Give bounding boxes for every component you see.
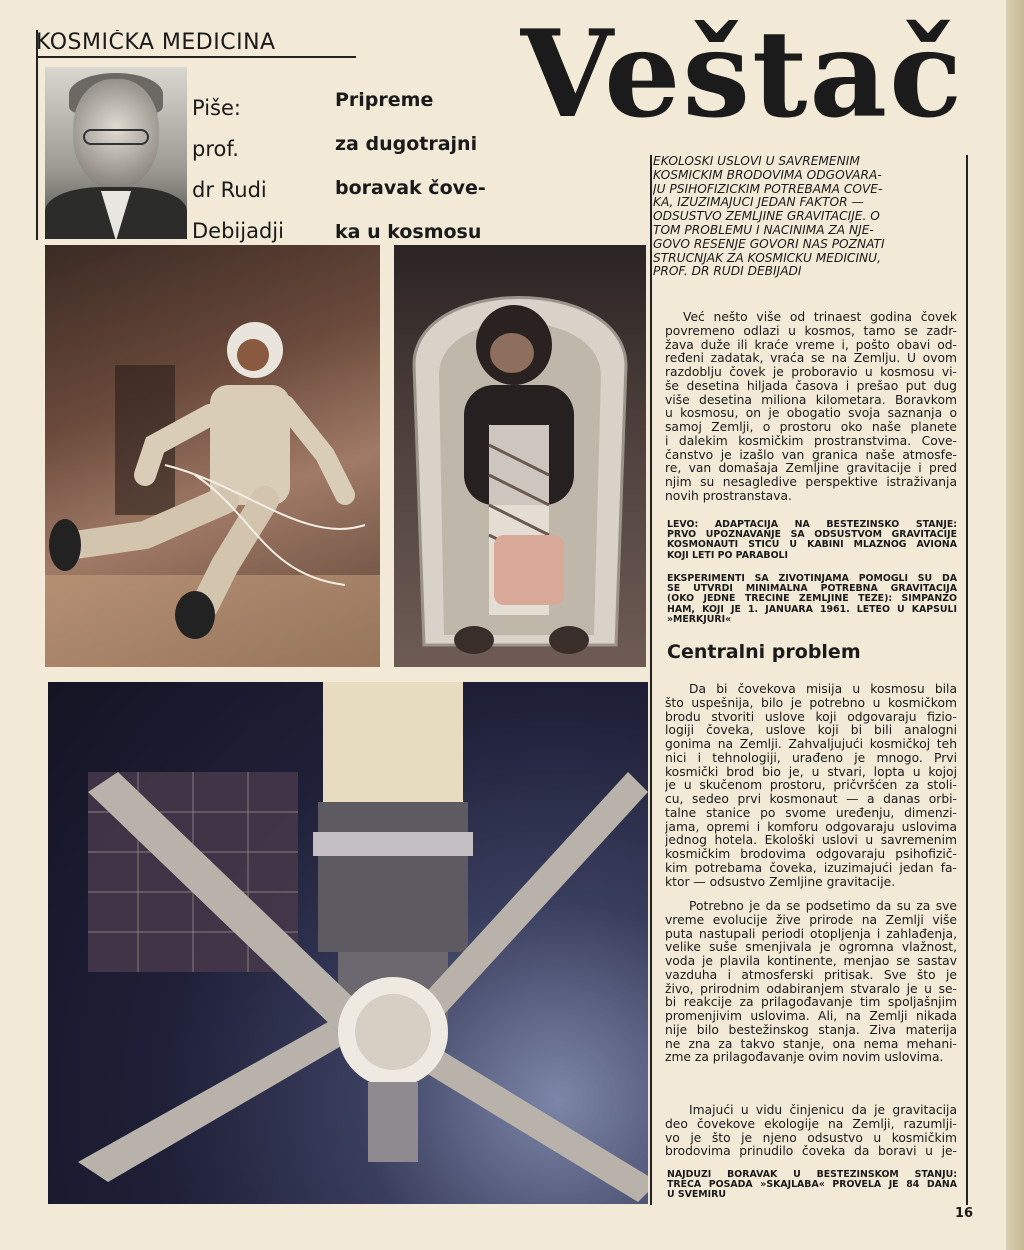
text-line: še desetina hiljada časova i prešao put dug — [665, 379, 957, 393]
text-line: nije bilo bestežinskog stanja. Živa materija — [665, 1023, 957, 1037]
text-line: cu, sedeo prvi kosmonaut — a danas orbi- — [665, 793, 957, 806]
page-spine — [1006, 0, 1024, 1250]
caption-line: TREĆA POSADA »SKAJLABA« PROVELA JE 84 DANA — [667, 1180, 957, 1191]
lead-line: KA, IZUZIMAJUĆI JEDAN FAKTOR — — [653, 196, 864, 210]
caption-line: HAM, KOJI JE 1. JANUARA 1961. LETEO U KAPSULI — [667, 604, 957, 615]
caption-line: PRVO UPOZNAVANJE SA ODSUSTVOM GRAVITACIJE — [667, 530, 957, 541]
section-label: KOSMIČKA MEDICINA — [36, 30, 276, 55]
text-line: bi reakcije za prilagođavanje tim spoljašnjim — [665, 996, 957, 1010]
article-deck — [335, 78, 505, 254]
text-line: voda je plavila kontinente, menjao se sastav — [665, 955, 957, 968]
text-line: velike suše smenjivala je ogromna vlažnost, — [665, 941, 957, 955]
text-line: ktor — odsustvo Zemljine gravitacije. — [665, 875, 896, 889]
text-line: zme za prilagođavanje ovim novim uslovima. — [665, 1051, 944, 1065]
caption-line: KOJI LETI PO PARABOLI — [667, 550, 788, 561]
text-line: vo je što je njeno odsustvo u kosmičkim — [665, 1131, 957, 1145]
body-paragraph-4 — [665, 1104, 957, 1159]
text-line: vreme evolucije žive prirode na Zemlji više — [665, 913, 957, 927]
lead-line: STRUČNJAK ZA KOSMIČKU MEDICINU, — [653, 251, 881, 265]
lead-line: KOSMIČKIM BRODOVIMA ODGOVARA- — [653, 168, 882, 182]
text-line: promenjivim uslovima. Ali, na Zemlji nikada — [665, 1010, 957, 1023]
text-line: razdoblju čovek je proboravio u kosmosu vi- — [665, 366, 957, 379]
text-line: puta nastupali periodi otopljenja i zahlađenja, — [665, 927, 957, 941]
column-rule-right — [966, 155, 968, 1205]
text-line: talne stanice po svome uređenju, dimenzi- — [665, 806, 957, 820]
text-line: brodovima prinudilo čoveka da boravi u je- — [665, 1145, 957, 1159]
text-line: žava duže ili kraće vreme i, pošto obavi od- — [665, 338, 957, 352]
text-line: kosmičkim brodovima odgovaraju psihofizič- — [665, 848, 957, 861]
photo-chimpanzee-capsule — [394, 245, 646, 667]
body-paragraph-1 — [665, 311, 957, 504]
text-line: i dalekim kosmičkim prostranstvima. Čove- — [665, 434, 957, 448]
section-rule-vertical — [36, 30, 38, 240]
article-headline: Veštač — [520, 12, 965, 145]
caption-line: U SVEMIRU — [667, 1190, 726, 1201]
byline-line: Piše: — [192, 96, 241, 120]
text-line: Već nešto više od trinaest godina čovek — [683, 311, 957, 324]
text-line: njim su nesagledive perspektive istraživanja — [665, 476, 957, 489]
text-line: više desetina miliona kilometara. Boravkom — [665, 393, 957, 407]
text-line: re, van domašaja Zemljine gravitacije i pred — [665, 462, 957, 476]
subheading: Centralni problem — [667, 641, 861, 663]
text-line: ređeni zadatak, vraća se na Zemlju. U ovom — [665, 352, 957, 366]
byline-line: dr Rudi — [192, 178, 267, 202]
lead-line: JU PSIHOFIZIČKIM POTREBAMA ČOVE- — [653, 182, 883, 196]
caption-line: SE UTVRDI MINIMALNA POTREBNA GRAVITACIJA — [667, 584, 957, 595]
text-line: kosmički brod bio je, u stvari, lopta u kojoj — [665, 765, 957, 779]
text-line: što uspešnija, bilo je potrebno u kosmičkom — [665, 696, 957, 710]
lead-line: PROF. DR RUDI DEBIJADI — [653, 265, 802, 279]
deck-line: boravak čove- — [335, 177, 486, 199]
caption-skylab — [667, 1170, 957, 1201]
text-line: samoj Zemlji, o prostoru oko naše planete — [665, 421, 957, 434]
body-paragraph-2 — [665, 683, 957, 889]
text-line: brodu stvoriti uslove koji odgovaraju fizio- — [665, 710, 957, 724]
caption-line: NAJDUŽI BORAVAK U BESTEŽINSKOM STANJU: — [667, 1170, 957, 1180]
lead-line: ODSUSTVO ZEMLJINE GRAVITACIJE. O — [653, 210, 880, 224]
text-line: živo, prirodnim odabiranjem stvaralo je u se- — [665, 982, 957, 996]
deck-line: Pripreme — [335, 89, 434, 111]
text-line: vazduha i atmosferski pritisak. Sve što je — [665, 968, 957, 982]
deck-line: za dugotrajni — [335, 133, 478, 155]
text-line: novih prostranstava. — [665, 489, 792, 503]
caption-line: KOSMONAUTI STIČU U KABINI MLAZNOG AVIONA — [667, 540, 957, 551]
text-line: čanstvo je izašlo van granica naše atmosfe- — [665, 448, 957, 462]
text-line: jama, opremi i komforu odgovaraju uslovima — [665, 820, 957, 834]
byline-line: prof. — [192, 137, 239, 161]
photo-skylab-station — [48, 682, 648, 1204]
body-paragraph-3 — [665, 900, 957, 1065]
lead-line: TOM PROBLEMU I NAČINIMA ZA NJE- — [653, 223, 874, 237]
text-line: je u skučenom prostoru, pričvršćen za stoli- — [665, 779, 957, 793]
caption-left-photo — [667, 520, 957, 561]
caption-line: (OKO JEDNE TREĆINE ZEMLJINE TEŽE): ŠIMPANZO — [667, 594, 957, 605]
text-line: deo čovekove ekologije na Zemlji, razumlji- — [665, 1117, 957, 1131]
caption-line: »MERKJURI« — [667, 614, 732, 625]
text-line: Potrebno je da se podsetimo da su za sve — [689, 900, 957, 913]
caption-line: EKSPERIMENTI SA ŽIVOTINJAMA POMOGLI SU DA — [667, 574, 957, 584]
text-line: Imajući u vidu činjenicu da je gravitacija — [689, 1104, 957, 1117]
text-line: povremeno odlazi u kosmos, tamo se zadr- — [665, 324, 957, 338]
author-portrait — [45, 67, 187, 239]
photo-astronaut-weightless — [45, 245, 380, 667]
caption-line: LEVO: ADAPTACIJA NA BESTEŽINSKO STANJE: — [667, 520, 957, 530]
lead-line: GOVO REŠENJE GOVORI NAŠ POZNATI — [653, 237, 885, 251]
text-line: Da bi čovekova misija u kosmosu bila — [689, 683, 957, 696]
author-byline — [192, 88, 312, 252]
text-line: logiji čoveka, uslove koji bi bili analogni — [665, 724, 957, 738]
text-line: nici i tehnologiji, urađeno je mnogo. Prvi — [665, 751, 957, 765]
caption-chimpanzee — [667, 574, 957, 625]
column-rule-left — [650, 155, 652, 1205]
deck-line: ka u kosmosu — [335, 221, 482, 243]
section-rule-horizontal — [36, 56, 356, 58]
page-number: 16 — [955, 1206, 974, 1221]
text-line: jednog hotela. Ekološki uslovi u savremenim — [665, 834, 957, 848]
text-line: ne zna za takvo stanje, ona nema mehani- — [665, 1037, 957, 1051]
text-line: gonima na Zemlji. Zahvaljujući kosmičkoj teh — [665, 738, 957, 751]
lead-line: EKOLOŠKI USLOVI U SAVREMENIM — [653, 155, 860, 168]
text-line: u kosmosu, on je obogatio svoja saznanja o — [665, 407, 957, 421]
text-line: kim potrebama čoveka, izuzimajući jedan fa- — [665, 861, 957, 875]
byline-line: Debijadji — [192, 219, 284, 243]
article-lead — [653, 155, 963, 279]
